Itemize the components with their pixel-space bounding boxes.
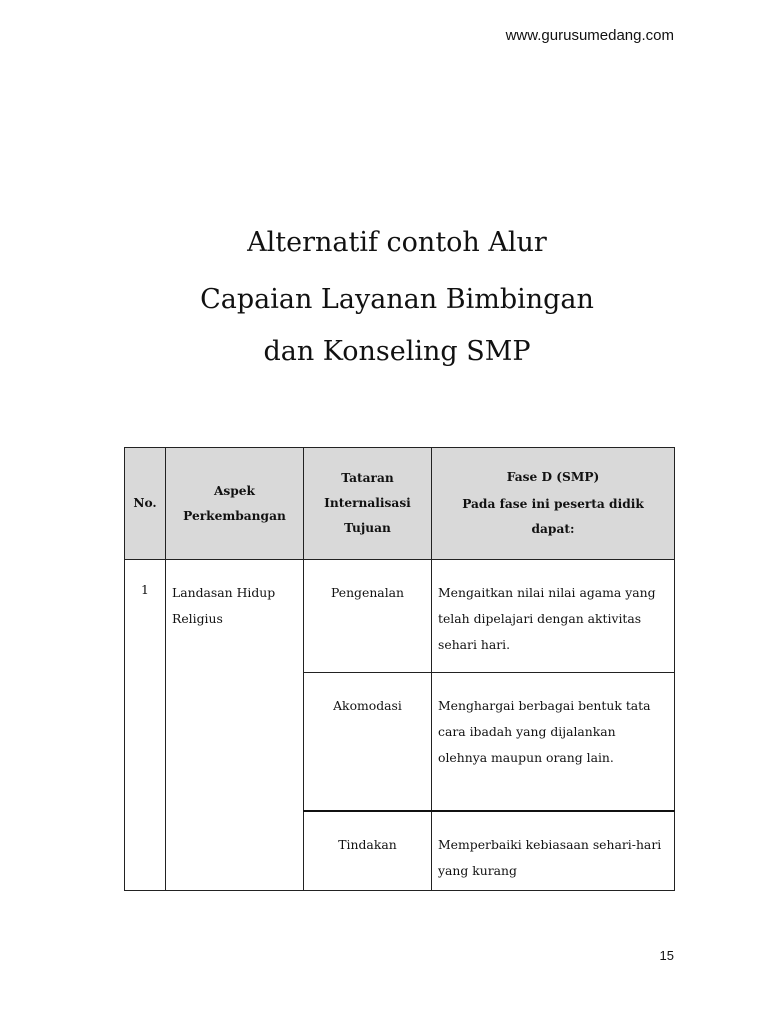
title-line-2: Capaian Layanan Bimbingan <box>200 284 594 315</box>
row-tataran: Pengenalan <box>304 560 432 673</box>
capaian-table <box>124 447 675 891</box>
site-url: www.gurusumedang.com <box>505 27 674 44</box>
row-fase: Menghargai berbagai bentuk tata cara ibadah yang dijalankan olehnya maupun orang lain. <box>432 673 675 812</box>
header-fase-title: Fase D (SMP) <box>506 470 600 484</box>
row-fase: Mengaitkan nilai nilai agama yang telah dipelajari dengan aktivitas sehari hari. <box>432 560 675 673</box>
table-row <box>125 560 675 673</box>
page-number: 15 <box>659 948 674 963</box>
row-tataran: Akomodasi <box>304 673 432 812</box>
header-no: No. <box>125 448 166 560</box>
row-aspek: Landasan Hidup Religius <box>166 560 304 891</box>
header-tataran: Tataran Internalisasi Tujuan <box>304 448 432 560</box>
header-fase <box>432 448 675 560</box>
header-aspek: Aspek Perkembangan <box>166 448 304 560</box>
document-title <box>0 224 768 371</box>
row-number: 1 <box>125 560 166 891</box>
table-header-row <box>125 448 675 560</box>
row-tataran: Tindakan <box>304 811 432 891</box>
row-fase: Memperbaiki kebiasaan sehari-hari yang kurang <box>432 811 675 891</box>
title-line-1: Alternatif contoh Alur <box>247 227 547 258</box>
title-line-3: dan Konseling SMP <box>263 336 531 367</box>
header-fase-subtitle: Pada fase ini peserta didik dapat: <box>462 497 644 536</box>
